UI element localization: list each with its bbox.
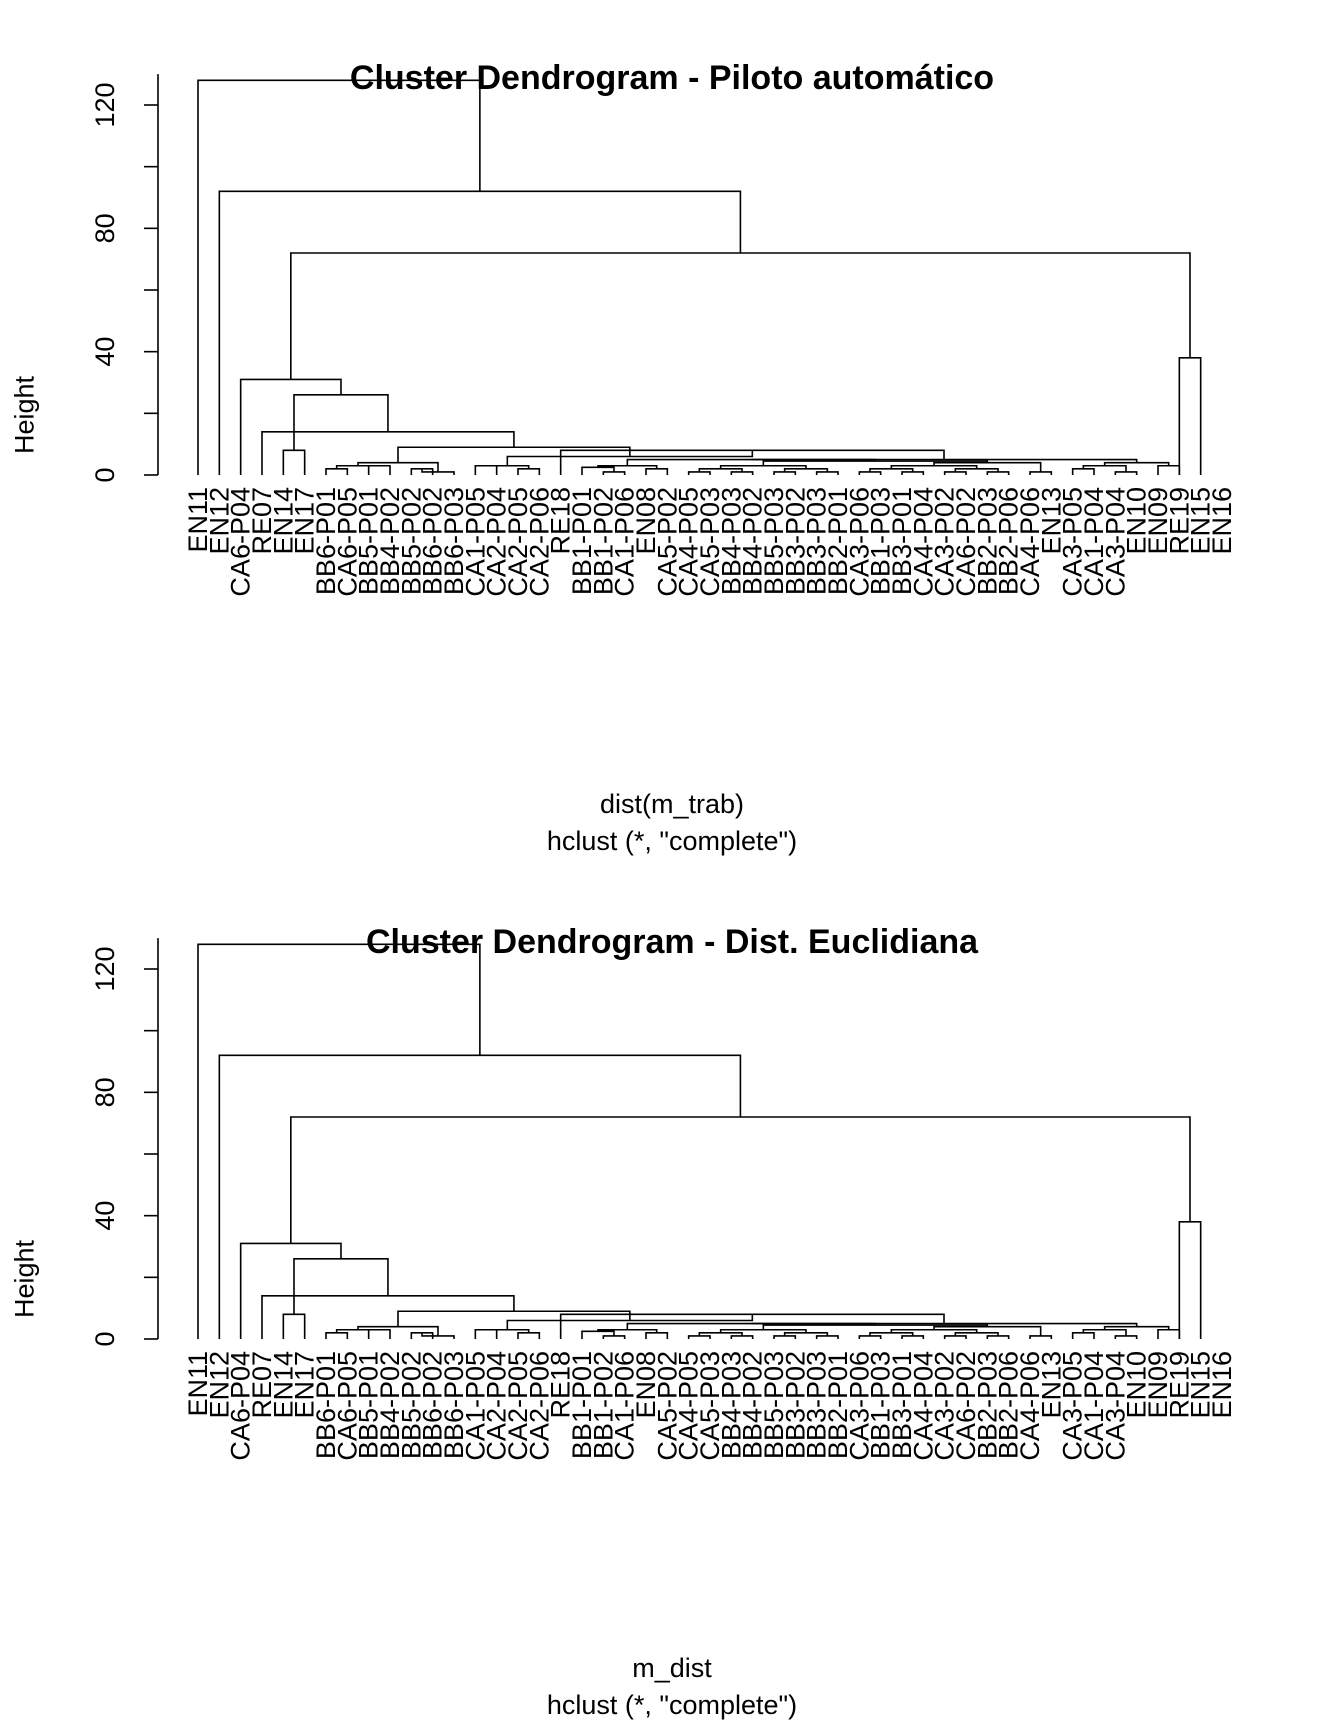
leaf-label: CA6-P02 <box>951 487 981 597</box>
dendrogram-link <box>1073 469 1094 475</box>
dendrogram-link <box>291 1117 1190 1243</box>
leaf-label: CA4-P04 <box>908 1351 939 1461</box>
leaf-label: EN17 <box>289 487 320 555</box>
dendrogram-link <box>475 466 496 475</box>
leaf-label: CA1-P04 <box>1079 487 1109 597</box>
dendrogram-link <box>1158 466 1179 475</box>
leaf-label: CA3-P05 <box>1057 1351 1088 1461</box>
dendrogram-link <box>283 1314 304 1339</box>
method-label: hclust (*, "complete") <box>546 1690 798 1720</box>
leaf-label: CA4-P05 <box>673 487 704 597</box>
leaf-label: BB2-P03 <box>972 487 1003 596</box>
leaf-label: BB5-P02 <box>396 1351 427 1460</box>
leaf-label: BB5-P03 <box>759 1351 789 1460</box>
dendrogram-link <box>945 1336 966 1339</box>
leaf-label: CA3-P04 <box>1100 1351 1131 1461</box>
dendrogram-link <box>859 472 880 475</box>
leaf-label: CA6-P04 <box>225 487 256 597</box>
leaf-label: CA4-P06 <box>1015 1351 1045 1461</box>
leaf-label: BB6-P02 <box>417 487 448 596</box>
leaf-label: CA2-P05 <box>503 1351 533 1461</box>
leaf-label: RE07 <box>247 487 277 555</box>
dendrogram-link <box>1115 1336 1136 1339</box>
leaf-label: EN13 <box>1036 487 1067 555</box>
method-label: hclust (*, "complete") <box>546 826 798 856</box>
leaf-label: RE18 <box>545 1351 576 1419</box>
y-tick-label: 0 <box>90 467 120 483</box>
y-tick-label: 80 <box>90 1077 120 1108</box>
chart-title: Cluster Dendrogram - Dist. Euclidiana <box>365 923 979 961</box>
leaf-label: BB4-P02 <box>375 487 405 596</box>
leaf-label: BB6-P02 <box>417 1351 448 1460</box>
leaf-label: BB4-P03 <box>716 1351 747 1460</box>
leaf-label: BB5-P01 <box>353 1351 384 1460</box>
y-tick-label: 40 <box>90 336 120 367</box>
y-tick-label: 120 <box>90 946 120 992</box>
leaf-label: BB3-P02 <box>780 1351 811 1460</box>
leaf-label: EN13 <box>1036 1351 1067 1419</box>
dendrogram-link <box>646 1333 667 1339</box>
leaf-label: CA1-P06 <box>609 487 640 597</box>
dendrogram-link <box>294 1259 388 1315</box>
leaf-label: EN09 <box>1143 1351 1173 1419</box>
leaf-label: EN14 <box>268 487 299 555</box>
leaf-label: CA2-P04 <box>481 1351 512 1461</box>
leaf-label: CA6-P02 <box>951 1351 981 1461</box>
dendrogram-link <box>283 450 304 475</box>
dendrogram-link <box>934 1327 1041 1336</box>
leaf-label: BB5-P01 <box>353 487 384 596</box>
dendrogram-link <box>646 469 667 475</box>
x-axis-label: m_dist <box>632 1653 712 1683</box>
leaf-label: CA2-P04 <box>481 487 512 597</box>
leaf-label: CA3-P02 <box>929 1351 960 1461</box>
dendrogram-link <box>291 253 1190 379</box>
leaf-label: EN08 <box>631 1351 661 1419</box>
dendrogram-link <box>1115 472 1136 475</box>
dendrogram-link <box>1158 1330 1179 1339</box>
leaf-label: CA4-P05 <box>673 1351 704 1461</box>
dendrogram-link <box>731 472 752 475</box>
dendrogram-link <box>475 1330 496 1339</box>
leaf-label: CA3-P05 <box>1057 487 1088 597</box>
leaf-label: BB5-P02 <box>396 487 427 596</box>
leaf-label: BB3-P02 <box>780 487 811 596</box>
dendrogram-link <box>294 395 388 451</box>
leaf-label: EN11 <box>183 487 213 553</box>
leaf-label: CA3-P06 <box>844 487 875 597</box>
dendrogram-link <box>358 1327 438 1336</box>
leaf-label: BB3-P03 <box>801 1351 832 1460</box>
dendrogram-link <box>945 472 966 475</box>
leaf-label: BB2-P03 <box>972 1351 1003 1460</box>
leaf-label: EN10 <box>1121 1351 1152 1419</box>
dendrogram-link <box>518 1333 539 1339</box>
leaf-label: CA4-P04 <box>908 487 939 597</box>
dendrogram-link <box>326 469 347 475</box>
dendrogram-link <box>241 379 341 475</box>
leaf-label: BB4-P03 <box>716 487 747 596</box>
leaf-label: CA2-P05 <box>503 487 533 597</box>
dendrogram-plot <box>0 864 1344 1728</box>
leaf-label: CA1-P05 <box>460 487 491 597</box>
leaf-label: BB6-P03 <box>439 487 469 596</box>
dendrogram-link <box>1030 1336 1051 1339</box>
leaf-label: EN12 <box>204 487 235 555</box>
leaf-label: CA4-P06 <box>1015 487 1045 597</box>
dendrogram-link <box>731 1336 752 1339</box>
leaf-label: BB6-P01 <box>311 487 341 596</box>
leaf-label: BB2-P01 <box>823 487 853 596</box>
y-tick-label: 120 <box>90 82 120 128</box>
leaf-label: CA5-P02 <box>652 487 683 597</box>
leaf-label: EN10 <box>1121 487 1152 555</box>
leaf-label: EN08 <box>631 487 661 555</box>
leaf-label: EN16 <box>1207 1351 1237 1419</box>
leaf-label: EN12 <box>204 1351 235 1419</box>
leaf-label: CA1-P05 <box>460 1351 491 1461</box>
dendrogram-link <box>934 463 1041 472</box>
leaf-label: RE07 <box>247 1351 277 1419</box>
dendrogram-link <box>241 1243 341 1339</box>
y-tick-label: 80 <box>90 213 120 244</box>
y-axis-label: Height <box>9 1239 40 1319</box>
leaf-label: RE18 <box>545 487 576 555</box>
dendrogram-link <box>326 1333 347 1339</box>
dendrogram-link <box>1179 1222 1200 1339</box>
leaf-label: EN16 <box>1207 487 1237 555</box>
y-tick-label: 0 <box>90 1331 120 1347</box>
leaf-label: CA3-P06 <box>844 1351 875 1461</box>
leaf-label: CA2-P06 <box>524 487 555 597</box>
dendrogram-link <box>859 1336 880 1339</box>
leaf-label: BB1-P03 <box>865 487 896 596</box>
leaf-label: BB4-P02 <box>375 1351 405 1460</box>
leaf-label: EN09 <box>1143 487 1173 555</box>
leaf-label: BB4-P02 <box>737 487 768 596</box>
leaf-label: BB5-P03 <box>759 487 789 596</box>
y-tick-label: 40 <box>90 1200 120 1231</box>
leaf-label: RE19 <box>1164 1351 1195 1419</box>
leaf-label: BB2-P06 <box>993 487 1024 596</box>
leaf-label: BB1-P02 <box>588 487 619 596</box>
leaf-label: CA1-P04 <box>1079 1351 1109 1461</box>
leaf-label: BB2-P06 <box>993 1351 1024 1460</box>
leaf-label: BB1-P01 <box>567 487 597 596</box>
leaf-label: EN11 <box>183 1351 213 1417</box>
x-axis-label: dist(m_trab) <box>599 789 745 819</box>
leaf-label: EN14 <box>268 1351 299 1419</box>
leaf-label: BB4-P02 <box>737 1351 768 1460</box>
dendrogram-link <box>902 472 923 475</box>
leaf-label: EN15 <box>1185 1351 1216 1419</box>
leaf-label: BB3-P01 <box>887 487 917 596</box>
dendrogram-link <box>817 472 838 475</box>
leaf-label: BB3-P03 <box>801 487 832 596</box>
leaf-label: CA6-P04 <box>225 1351 256 1461</box>
leaf-label: BB1-P01 <box>567 1351 597 1460</box>
leaf-label: BB6-P01 <box>311 1351 341 1460</box>
dendrogram-link <box>358 463 438 472</box>
dendrogram-link <box>987 1336 1008 1339</box>
leaf-label: CA3-P02 <box>929 487 960 597</box>
leaf-label: BB2-P01 <box>823 1351 853 1460</box>
leaf-label: CA6-P05 <box>332 487 363 597</box>
dendrogram-link <box>1073 1333 1094 1339</box>
leaf-label: CA6-P05 <box>332 1351 363 1461</box>
leaf-label: RE19 <box>1164 487 1195 555</box>
dendrogram-link <box>1179 358 1200 475</box>
dendrogram-link <box>689 472 710 475</box>
dendrogram-link <box>603 1336 624 1339</box>
dendrogram-link <box>369 466 390 475</box>
leaf-label: CA1-P06 <box>609 1351 640 1461</box>
dendrogram-link <box>689 1336 710 1339</box>
dendrogram-link <box>1030 472 1051 475</box>
leaf-label: CA5-P03 <box>695 1351 725 1461</box>
leaf-label: CA3-P04 <box>1100 487 1131 597</box>
leaf-label: BB6-P03 <box>439 1351 469 1460</box>
dendrogram-link <box>603 472 624 475</box>
leaf-label: BB1-P02 <box>588 1351 619 1460</box>
leaf-label: CA5-P03 <box>695 487 725 597</box>
dendrogram-link <box>774 1336 795 1339</box>
leaf-label: EN15 <box>1185 487 1216 555</box>
dendrogram-link <box>518 469 539 475</box>
leaf-label: CA5-P02 <box>652 1351 683 1461</box>
dendrogram-link <box>817 1336 838 1339</box>
leaf-label: CA2-P06 <box>524 1351 555 1461</box>
y-axis-label: Height <box>9 375 40 455</box>
dendrogram-link <box>774 472 795 475</box>
dendrogram-panel-2 <box>0 864 1344 1728</box>
dendrogram-link <box>902 1336 923 1339</box>
dendrogram-link <box>987 472 1008 475</box>
chart-title: Cluster Dendrogram - Piloto automático <box>349 59 995 97</box>
dendrogram-link <box>369 1330 390 1339</box>
leaf-label: BB1-P03 <box>865 1351 896 1460</box>
leaf-label: EN17 <box>289 1351 320 1419</box>
leaf-label: BB3-P01 <box>887 1351 917 1460</box>
